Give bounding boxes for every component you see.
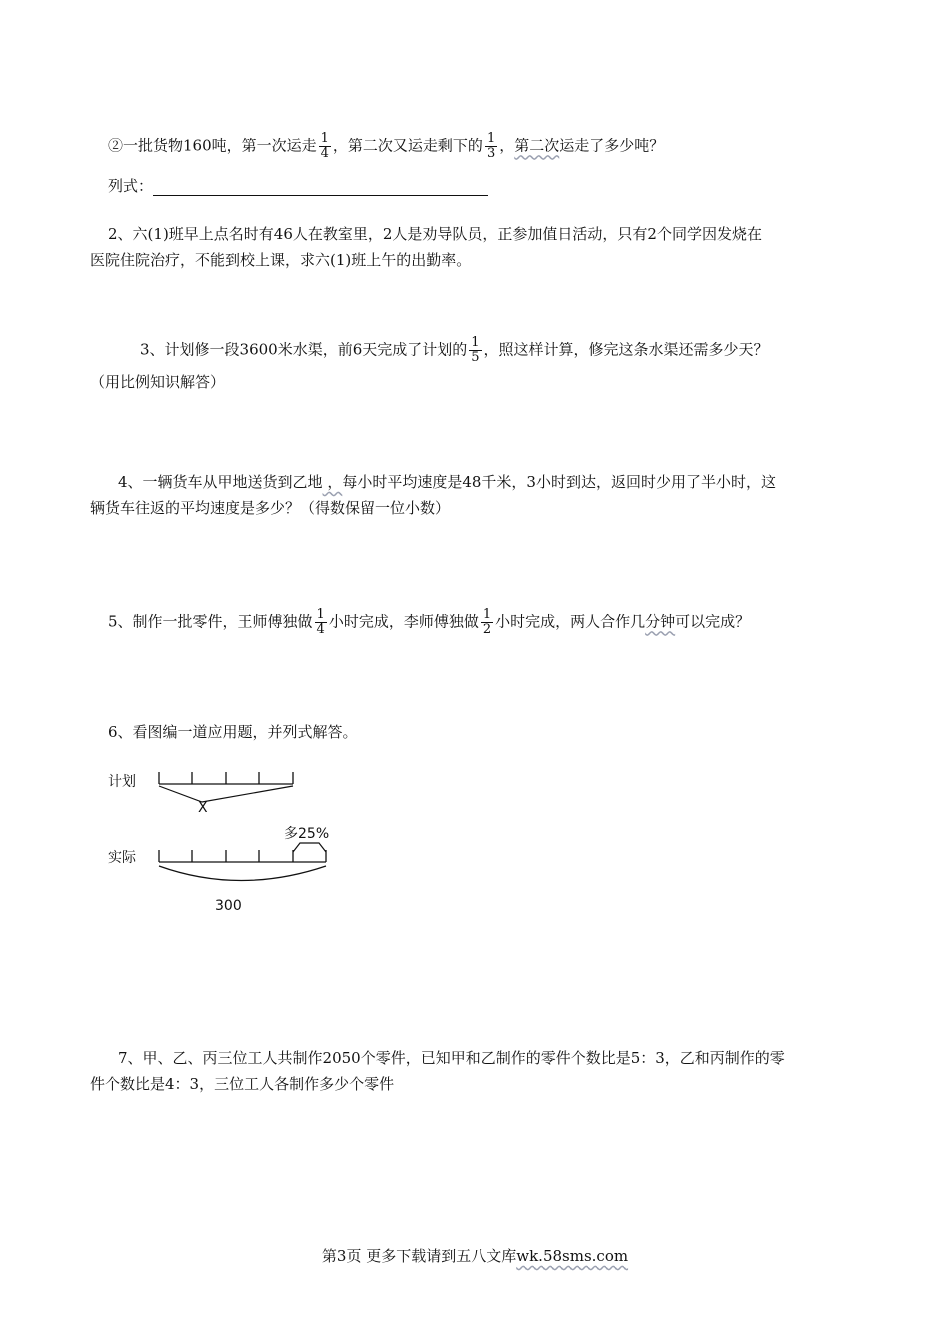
total-label: 300 bbox=[215, 898, 242, 914]
footer-text: 第3页 更多下载请到五八文库 bbox=[321, 1247, 517, 1265]
more-bracket bbox=[293, 843, 326, 852]
question-5: 5、制作一批零件，王师傅独做 $\frac{1}{4}$ 小时完成，李师傅独做 $\frac{1}{2}$ 小时完成，两人合作几分钟可以完成？ bbox=[108, 607, 751, 637]
question-1-2: ②一批货物160吨，第一次运走 $\frac{1}{4}$ ，第二次又运走剩下的 $\frac{1}{3}$ ，第二次运走了多少吨？ bbox=[108, 131, 665, 161]
actual-bar bbox=[159, 850, 326, 862]
actual-label: 实际 bbox=[108, 850, 136, 866]
q1-2-text-b: ，第二次又运走剩下的 bbox=[332, 136, 483, 155]
fraction-one-third: $\frac{1}{3}$ bbox=[486, 131, 496, 161]
footer-link[interactable]: wk.58sms.com bbox=[516, 1247, 629, 1265]
page-footer bbox=[0, 1245, 950, 1266]
q1-2-text-e: 运走了多少吨？ bbox=[559, 136, 665, 155]
actual-brace bbox=[159, 866, 326, 881]
plan-bar bbox=[159, 772, 293, 784]
plan-label: 计划 bbox=[108, 774, 136, 790]
question-3: 3、计划修一段3600米水渠，前6天完成了计划的 $\frac{1}{5}$ ，照这样计算，修完这条水渠还需多少天？ bbox=[140, 335, 769, 365]
question-6-title: 6、看图编一道应用题，并列式解答。 bbox=[108, 723, 358, 741]
plan-brace bbox=[159, 786, 293, 802]
question-4-line-1: 4、一辆货车从甲地送货到乙地 ，每小时平均速度是48千米，3小时到达，返回时少用了半小时，这 bbox=[118, 473, 776, 491]
more-percent-label: 多25% bbox=[284, 826, 330, 842]
fraction-one-quarter: $\frac{1}{4}$ bbox=[320, 131, 329, 161]
fraction-one-half: $\frac{1}{2}$ bbox=[482, 607, 492, 637]
fraction-one-quarter-b: $\frac{1}{4}$ bbox=[316, 607, 325, 637]
question-7-line-2: 件个数比是4：3，三位工人各制作多少个零件 bbox=[90, 1075, 395, 1093]
question-3-line-2: （用比例知识解答） bbox=[90, 373, 226, 391]
question-2-line-2: 医院住院治疗，不能到校上课，求六(1)班上午的出勤率。 bbox=[90, 251, 472, 269]
q1-2-text-a: ②一批货物160吨，第一次运走 bbox=[108, 136, 317, 155]
question-7-line-1: 7、甲、乙、丙三位工人共制作2050个零件，已知甲和乙制作的零件个数比是5：3，乙和丙制作的零 bbox=[118, 1049, 785, 1067]
question-4-line-2: 辆货车往返的平均速度是多少？（得数保留一位小数） bbox=[90, 499, 451, 517]
question-2-line-1: 2、六(1)班早上点名时有46人在教室里，2人是劝导队员，正参加值日活动，只有2个同学因发烧在 bbox=[108, 225, 762, 243]
formula-label: 列式： bbox=[108, 177, 154, 195]
fraction-one-fifth: $\frac{1}{5}$ bbox=[471, 335, 480, 365]
q1-2-wavy-text: 第二次 bbox=[514, 136, 560, 155]
x-label: X bbox=[198, 800, 208, 816]
